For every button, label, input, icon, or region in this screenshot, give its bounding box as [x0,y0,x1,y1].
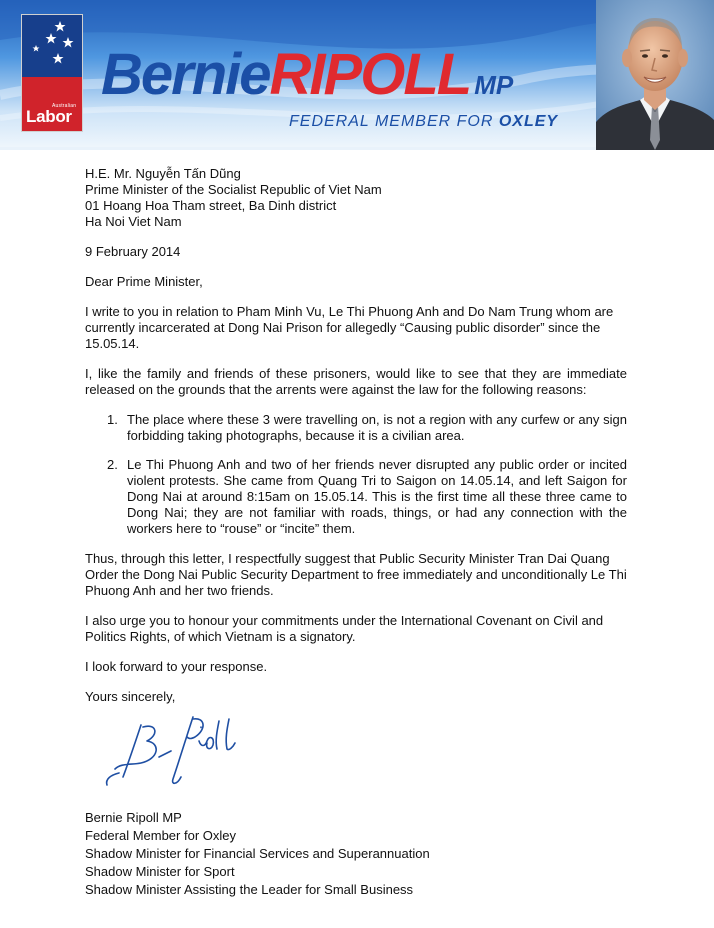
signatory-role: Shadow Minister for Financial Services and Superannuation [85,846,430,861]
signatory-block [85,809,627,899]
list-item [85,412,627,444]
signatory-role: Shadow Minister for Sport [85,864,235,879]
list-item [85,457,627,537]
list-item-number: 1. [107,412,118,427]
labor-logo [21,14,83,132]
paragraph-request: I, like the family and friends of these prisoners, would like to see that they are immediate released on the grounds that the arrents were against the law for the following reasons: [85,366,627,397]
mp-last-name: RIPOLL [269,42,471,107]
logo-wordmark: Labor [26,107,72,126]
letter-body [85,166,627,899]
recipient-title: Prime Minister of the Socialist Republic of Viet Nam [85,182,382,197]
signatory-role: Shadow Minister Assisting the Leader for Small Business [85,882,414,897]
logo-small-text: Australian [52,103,77,109]
paragraph-response: I look forward to your response. [85,659,268,674]
salutation: Dear Prime Minister, [85,274,203,289]
electorate-subtitle [289,113,558,131]
recipient-street: 01 Hoang Hoa Tham street, Ba Dinh district [85,198,337,213]
mp-first-name: Bernie [101,42,270,107]
recipient-address [85,166,627,230]
list-item-text: The place where these 3 were travelling on, is not a region with any curfew or any sign forbidding taking photographs, because it is a civilian area. [127,412,627,443]
paragraph-intro: I write to you in relation to Pham Minh Vu, Le Thi Phuong Anh and Do Nam Trung whom are currently incarcerated at Dong Nai Prison for allegedly “Causing public disorder” since the 15.05.14. [85,304,614,351]
closing: Yours sincerely, [85,689,176,704]
signatory-name: Bernie Ripoll MP [85,810,182,825]
letterhead-banner [0,0,714,150]
letter-date: 9 February 2014 [85,244,181,259]
handwritten-signature [101,713,261,791]
recipient-name: H.E. Mr. Nguyễn Tấn Dũng [85,166,241,181]
reasons-list [85,412,627,537]
paragraph-covenant: I also urge you to honour your commitments under the International Covenant on Civil and Politics Rights, of which Vietnam is a signatory. [85,613,604,644]
mp-suffix: MP [474,70,514,100]
subtitle-prefix: FEDERAL MEMBER FOR [289,113,499,130]
mp-portrait-photo [596,0,714,150]
southern-cross-stars-icon [22,15,82,77]
mp-name-wordmark [101,40,513,120]
list-item-number: 2. [107,457,118,472]
paragraph-suggestion: Thus, through this letter, I respectfully suggest that Public Security Minister Tran Dai Quang Order the Dong Nai Public Security Department to free immediately and unconditionally Le Thi Phuong Anh and her two friends. [85,551,627,598]
subtitle-electorate: OXLEY [498,113,559,130]
signatory-role: Federal Member for Oxley [85,828,236,843]
list-item-text: Le Thi Phuong Anh and two of her friends never disrupted any public order or incited violent protests. She came from Quang Tri to Saigon on 14.05.14, and left Saigon for Dong Nai at around 8:15am on 15.05.14. This is the first time all these three came to Dong Nai; they are not familiar with roads, things, or had any connection with the workers here to “rouse” or “incite” them. [127,457,627,536]
recipient-city: Ha Noi Viet Nam [85,214,182,229]
